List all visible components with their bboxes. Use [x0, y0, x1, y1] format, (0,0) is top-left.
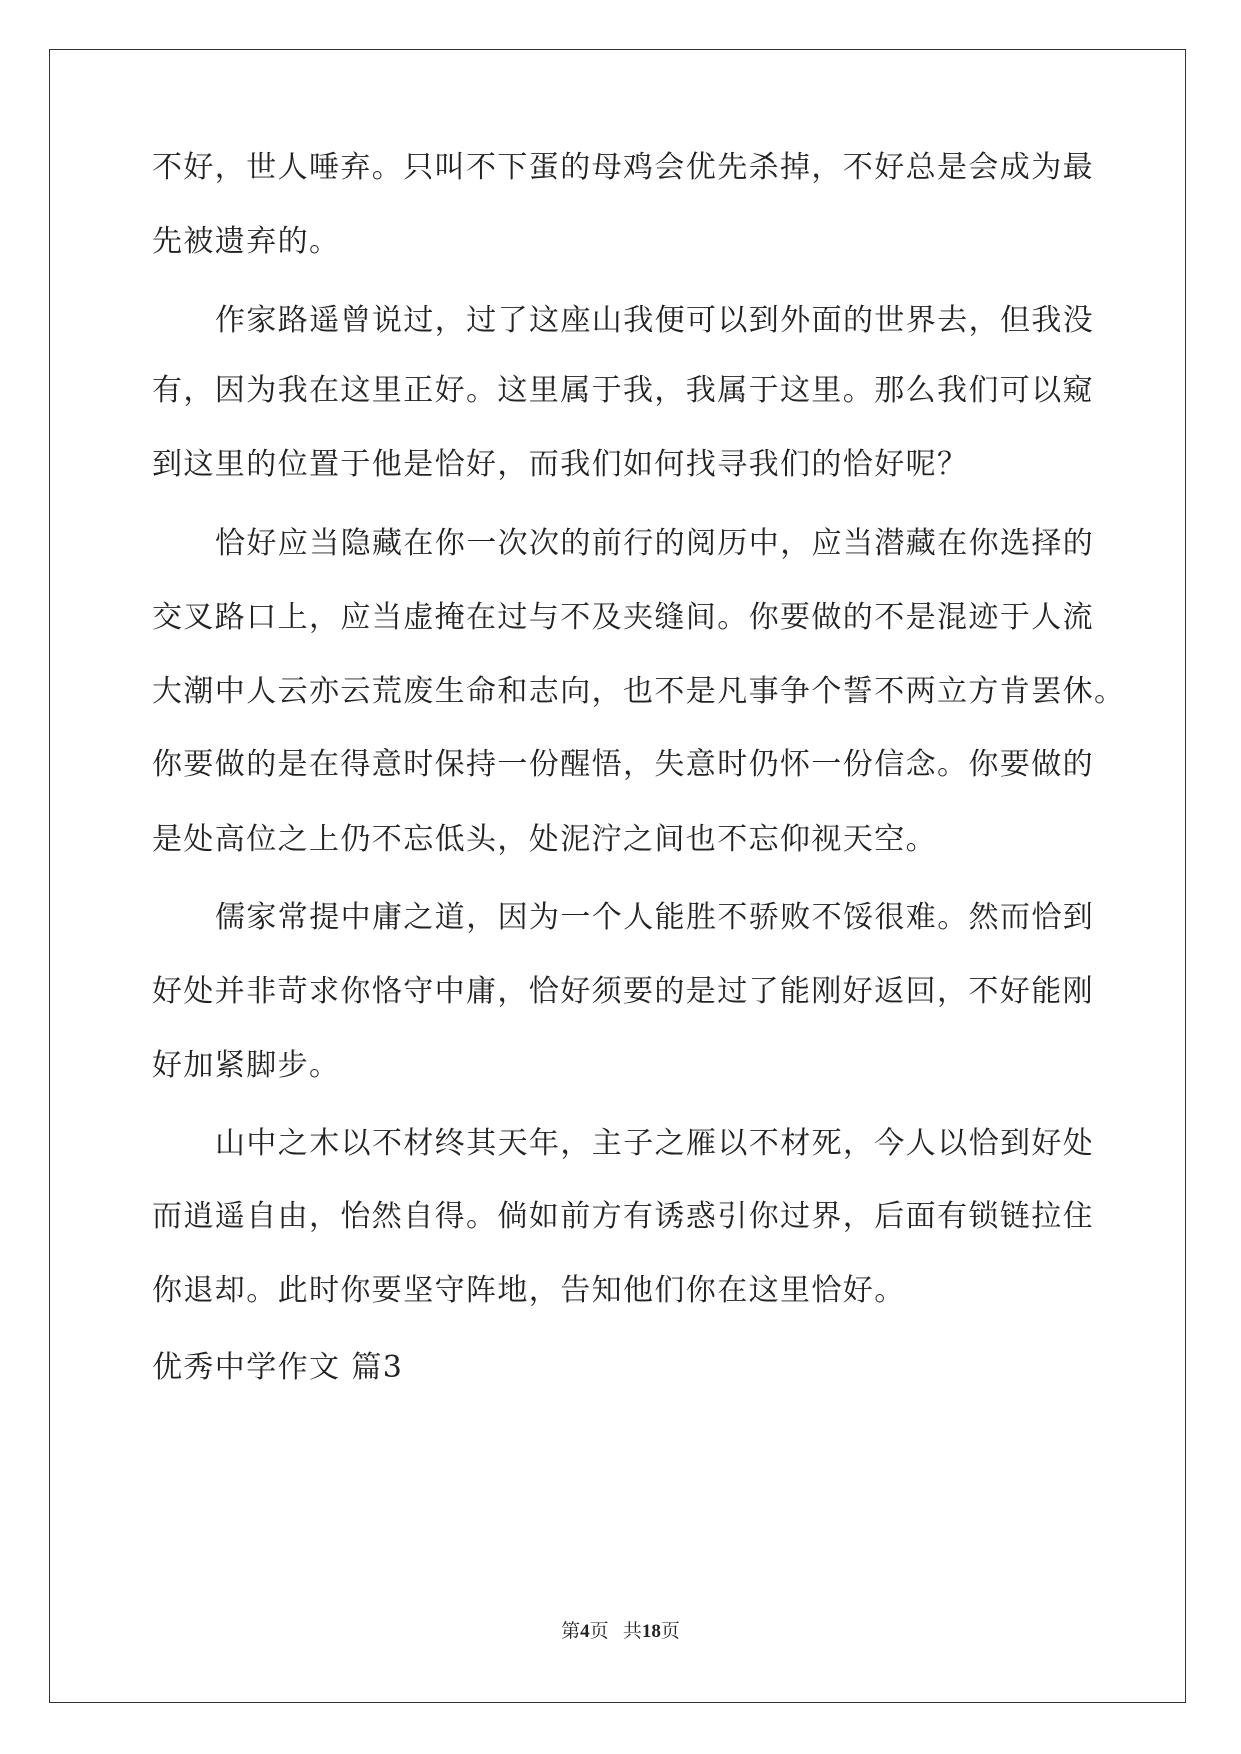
text-line: 你要做的是在得意时保持一份醒悟，失意时仍怀一份信念。你要做的 [152, 747, 1094, 782]
text-line: 不好，世人唾弃。只叫不下蛋的母鸡会优先杀掉，不好总是会成为最 [152, 150, 1094, 185]
text-line: 到这里的位置于他是恰好，而我们如何找寻我们的恰好呢？ [152, 447, 969, 482]
section-heading: 优秀中学作文 篇3 [152, 1350, 404, 1385]
page-footer [0, 1620, 1241, 1644]
footer-total-pages: 18 [641, 1621, 661, 1642]
footer-total-prefix: 共 [622, 1621, 642, 1642]
footer-page-suffix: 页 [589, 1621, 609, 1642]
text-line: 有，因为我在这里正好。这里属于我，我属于这里。那么我们可以窥 [152, 373, 1094, 408]
text-line: 先被遗弃的。 [152, 224, 341, 259]
text-line: 是处高位之上仍不忘低头，处泥泞之间也不忘仰视天空。 [152, 822, 937, 857]
paragraph-first-line: 作家路遥曾说过，过了这座山我便可以到外面的世界去，但我没 [215, 303, 1095, 338]
text-line: 而逍遥自由，怡然自得。倘如前方有诱惑引你过界，后面有锁链拉住 [152, 1199, 1094, 1234]
text-line: 好加紧脚步。 [152, 1048, 341, 1083]
text-line: 你退却。此时你要坚守阵地，告知他们你在这里恰好。 [152, 1273, 906, 1308]
footer-total-suffix: 页 [660, 1621, 680, 1642]
text-line: 大潮中人云亦云荒废生命和志向，也不是凡事争个誓不两立方肯罢休。 [152, 674, 1126, 709]
paragraph-first-line: 山中之木以不材终其天年，主子之雁以不材死，今人以恰到好处 [215, 1126, 1095, 1161]
text-line: 好处并非苛求你恪守中庸，恰好须要的是过了能刚好返回，不好能刚 [152, 974, 1094, 1009]
paragraph-first-line: 儒家常提中庸之道，因为一个人能胜不骄败不馁很难。然而恰到 [215, 900, 1095, 935]
paragraph-first-line: 恰好应当隐藏在你一次次的前行的阅历中，应当潜藏在你选择的 [215, 526, 1095, 561]
page-border [49, 49, 1186, 1703]
footer-page-number: 4 [580, 1621, 590, 1642]
footer-prefix: 第 [561, 1621, 581, 1642]
text-line: 交叉路口上，应当虚掩在过与不及夹缝间。你要做的不是混迹于人流 [152, 600, 1094, 635]
